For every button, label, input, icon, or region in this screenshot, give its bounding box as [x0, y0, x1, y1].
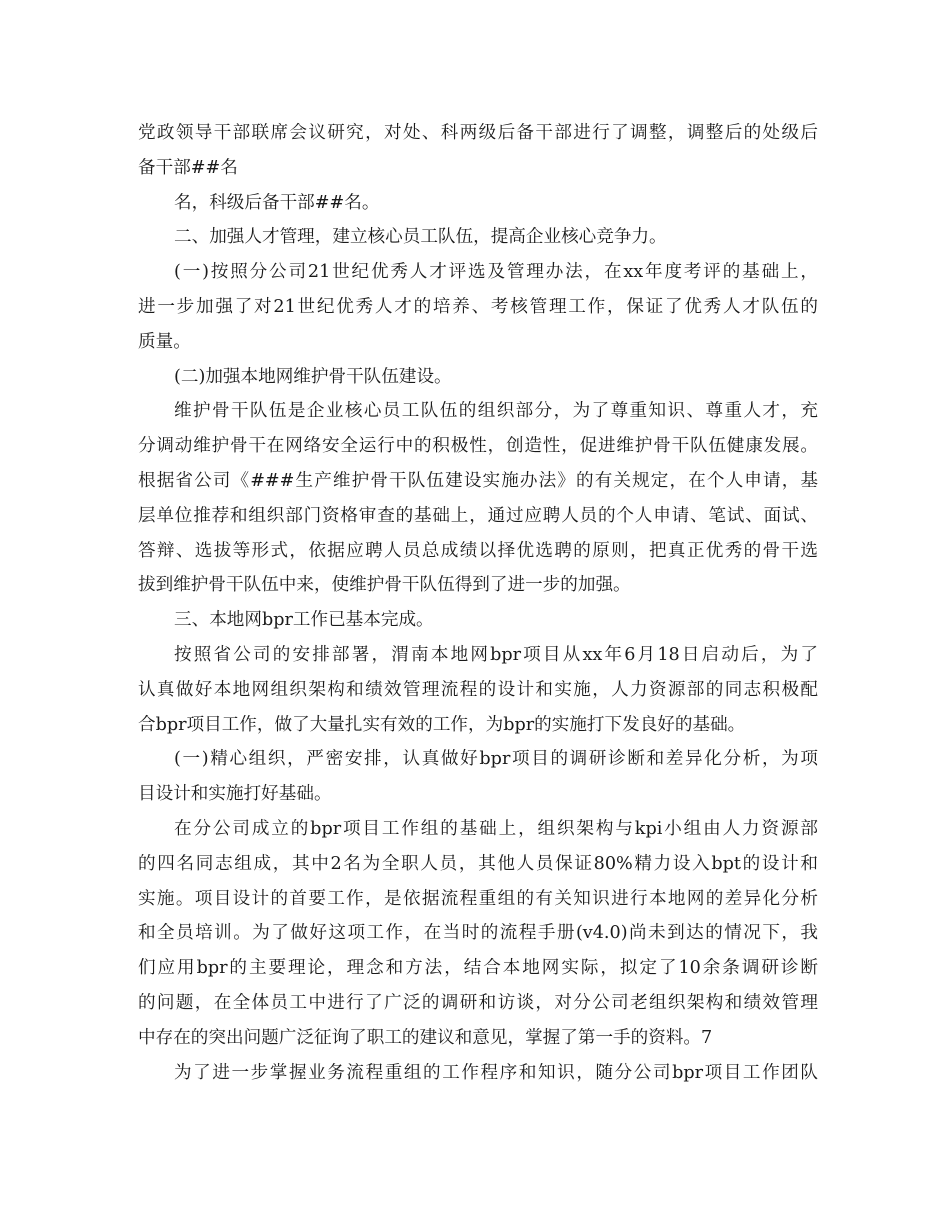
text-line: 和全员培训。为了做好这项工作，在当时的流程手册(v4.0)尚未到达的情况下，我 [138, 923, 818, 944]
text-line: (一)精心组织，严密安排，认真做好bpr项目的调研诊断和差异化分析，为项 [174, 749, 818, 770]
text-line: 层单位推荐和组织部门资格审查的基础上，通过应聘人员的个人申请、笔试、面试、 [138, 505, 818, 526]
text-line: 根据省公司《###生产维护骨干队伍建设实施办法》的有关规定，在个人申请，基 [138, 470, 818, 491]
text-line: 的四名同志组成，其中2名为全职人员，其他人员保证80%精力设入bpt的设计和 [138, 853, 818, 874]
text-line: 名，科级后备干部##名。 [174, 192, 380, 213]
text-line: 二、加强人才管理，建立核心员工队伍，提高企业核心竞争力。 [174, 227, 667, 248]
text-line: 进一步加强了对21世纪优秀人才的培养、考核管理工作，保证了优秀人才队伍的 [138, 296, 818, 317]
text-line: 维护骨干队伍是企业核心员工队伍的组织部分，为了尊重知识、尊重人才，充 [174, 401, 818, 422]
text-line: 三、本地网bpr工作已基本完成。 [174, 610, 434, 631]
text-line: 们应用bpr的主要理论，理念和方法，结合本地网实际，拟定了10余条调研诊断 [138, 958, 818, 979]
text-line: 答辩、选拔等形式，依据应聘人员总成绩以择优选聘的原则，把真正优秀的骨干选 [138, 540, 818, 561]
text-line: 实施。项目设计的首要工作，是依据流程重组的有关知识进行本地网的差异化分析 [138, 888, 818, 909]
text-line: 质量。 [138, 331, 191, 352]
text-line: 按照省公司的安排部署，渭南本地网bpr项目从xx年6月18日启动后，为了 [174, 644, 818, 665]
text-line: 为了进一步掌握业务流程重组的工作程序和知识，随分公司bpr项目工作团队 [174, 1062, 818, 1083]
text-line: 备干部##名 [138, 157, 238, 178]
text-line: 拔到维护骨干队伍中来，使维护骨干队伍得到了进一步的加强。 [138, 575, 631, 596]
text-line: 中存在的突出问题广泛征询了职工的建议和意见，掌握了第一手的资料。7 [138, 1027, 713, 1048]
text-line: 在分公司成立的bpr项目工作组的基础上，组织架构与kpi小组由人力资源部 [174, 818, 818, 839]
text-line: 认真做好本地网组织架构和绩效管理流程的设计和实施，人力资源部的同志积极配 [138, 679, 818, 700]
text-line: (一)按照分公司21世纪优秀人才评选及管理办法，在xx年度考评的基础上， [174, 262, 818, 283]
document-body [138, 116, 818, 1090]
text-line: (二)加强本地网维护骨干队伍建设。 [174, 366, 452, 387]
text-line: 党政领导干部联席会议研究，对处、科两级后备干部进行了调整，调整后的处级后 [138, 123, 818, 143]
text-line: 的问题，在全体员工中进行了广泛的调研和访谈，对分公司老组织架构和绩效管理 [138, 992, 818, 1013]
text-line: 目设计和实施打好基础。 [138, 784, 332, 805]
text-line: 分调动维护骨干在网络安全运行中的积极性，创造性，促进维护骨干队伍健康发展。 [138, 436, 818, 457]
text-line: 合bpr项目工作，做了大量扎实有效的工作，为bpr的实施打下发良好的基础。 [138, 714, 746, 735]
